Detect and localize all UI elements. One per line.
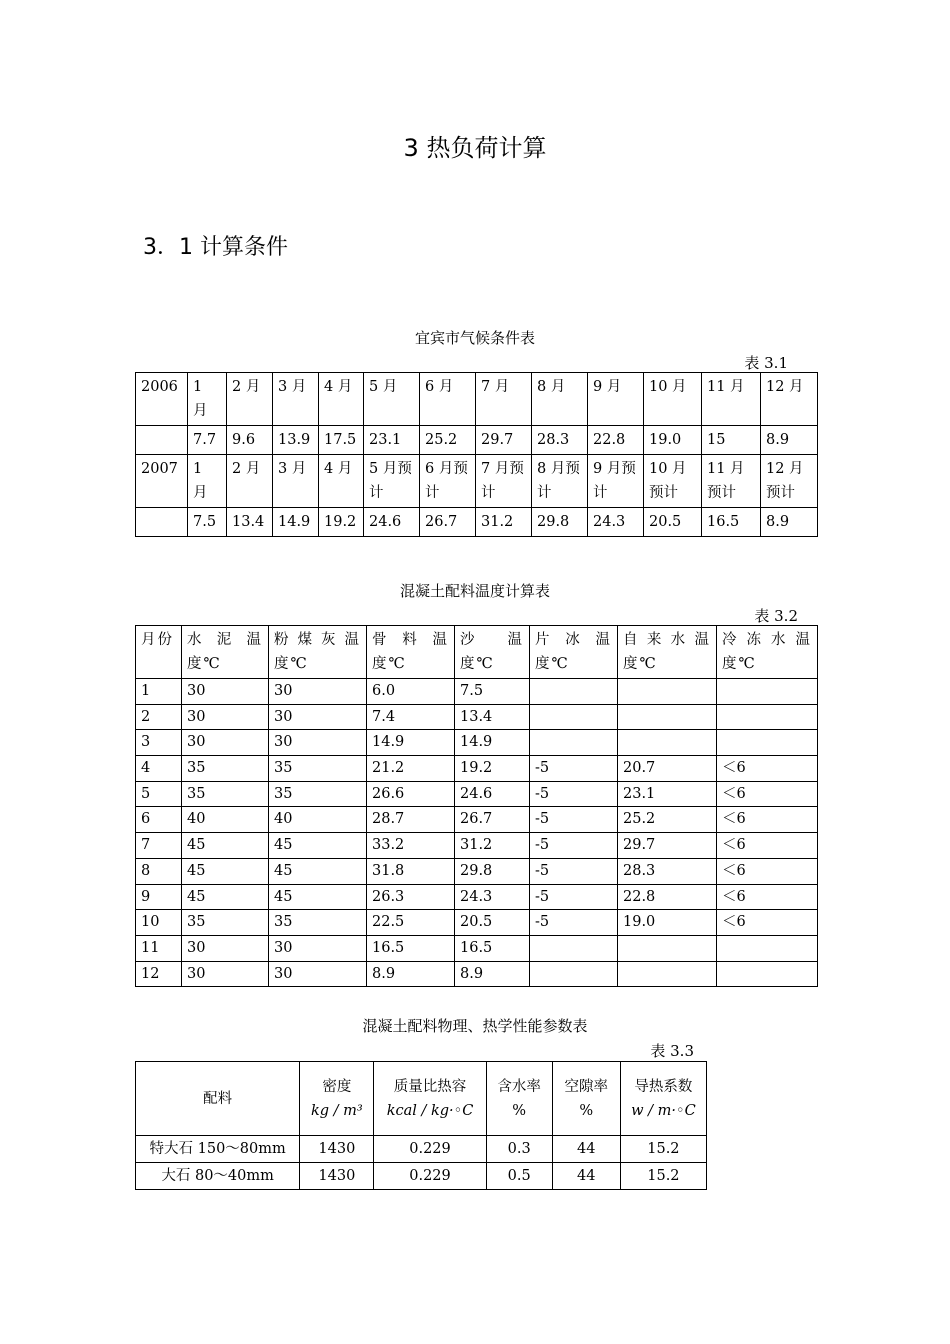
table-cell: 7.4 [367,704,455,730]
table-cell: -5 [530,833,618,859]
table-cell: 7.5 [455,679,530,705]
table-cell: 5 月 [364,373,420,426]
table-cell [530,704,618,730]
table-cell: ＜6 [717,833,818,859]
table-cell: 13.4 [455,704,530,730]
table-cell: 6.0 [367,679,455,705]
table-cell [717,704,818,730]
column-header: 粉煤灰温度℃ [269,626,367,679]
table-cell [530,935,618,961]
material-properties-table [135,1061,707,1190]
section-title: 3．1 计算条件 [143,235,288,260]
table-cell: 19.0 [618,910,717,936]
table-cell: 35 [182,781,269,807]
table-row [136,1163,707,1190]
table-row [136,704,818,730]
table-cell: 14.9 [273,508,319,537]
table-cell: 1 [136,679,182,705]
header-label: 导热系数 [634,1078,693,1095]
table-cell [717,679,818,705]
table-cell: 35 [269,910,367,936]
table-cell: 0.3 [486,1136,552,1163]
table-cell: 8 月预计 [532,455,588,508]
column-header [552,1062,620,1136]
column-header: 水泥温度℃ [182,626,269,679]
table-cell: 12 [136,961,182,987]
table-cell: 26.6 [367,781,455,807]
header-unit: w / m·◦C [631,1102,696,1119]
table-cell: 9 月预计 [588,455,644,508]
column-header [136,1062,300,1136]
table-cell: 22.8 [618,884,717,910]
table-cell: 3 月 [273,455,319,508]
column-header: 自来水温度℃ [618,626,717,679]
table-cell: 40 [269,807,367,833]
table-cell [717,730,818,756]
column-header [486,1062,552,1136]
table-cell: 28.7 [367,807,455,833]
table-cell: 9.6 [227,426,273,455]
table-cell: 20.5 [644,508,702,537]
table-cell: 15 [702,426,761,455]
table-cell: 30 [182,961,269,987]
table-cell: 6 [136,807,182,833]
table-cell: 35 [182,910,269,936]
table-cell: -5 [530,858,618,884]
table-cell: 22.5 [367,910,455,936]
table-cell: 44 [552,1163,620,1190]
table-cell: 30 [269,679,367,705]
table-cell: 29.8 [455,858,530,884]
table-cell: 3 [136,730,182,756]
table-cell: 9 月 [588,373,644,426]
table3-number: 表 3.3 [650,1042,694,1060]
table-cell: 24.3 [588,508,644,537]
table-cell: ＜6 [717,910,818,936]
header-label: 质量比热容 [393,1078,467,1095]
table-cell: 15.2 [620,1163,706,1190]
table-cell [618,679,717,705]
table-cell: 0.229 [374,1163,486,1190]
table-cell [618,730,717,756]
table-cell: 6 月 [420,373,476,426]
table-cell: 30 [182,704,269,730]
table-cell: 35 [182,756,269,782]
table-cell: -5 [530,884,618,910]
table-cell: ＜6 [717,858,818,884]
table-cell: 7 [136,833,182,859]
table-row [136,807,818,833]
table-cell: 16.5 [367,935,455,961]
column-header: 冷冻水温度℃ [717,626,818,679]
table-cell: 22.8 [588,426,644,455]
header-label: 含水率 [497,1078,541,1095]
table3-caption: 混凝土配料物理、热学性能参数表 [362,1017,588,1035]
table-cell: 31.8 [367,858,455,884]
table-header-row [136,1062,707,1136]
table-cell: 28.3 [532,426,588,455]
table-cell: 7.5 [188,508,227,537]
table-cell: 40 [182,807,269,833]
table1-number: 表 3.1 [744,354,788,372]
table-cell: 16.5 [702,508,761,537]
table-cell: 大石 80～40mm [136,1163,300,1190]
table-cell: 9 [136,884,182,910]
column-header [300,1062,374,1136]
table-cell: 30 [269,935,367,961]
table-cell: ＜6 [717,756,818,782]
table-cell: 25.2 [420,426,476,455]
table-cell: 26.3 [367,884,455,910]
table-cell: 4 [136,756,182,782]
table-cell: 7 月预计 [476,455,532,508]
table-cell: 30 [182,935,269,961]
table-cell: 23.1 [618,781,717,807]
table-cell: 30 [269,704,367,730]
table-cell: 7.7 [188,426,227,455]
header-unit: % [579,1102,594,1119]
table-cell: ＜6 [717,807,818,833]
table-cell: 30 [182,730,269,756]
table-row [136,935,818,961]
table-cell: 6 月预计 [420,455,476,508]
table-row [136,455,818,508]
table-cell: 1 月 [188,373,227,426]
table-cell: 11 月 [702,373,761,426]
table-cell: 12 月预计 [761,455,818,508]
table-cell: 2006 [136,373,188,426]
table-cell: 29.7 [618,833,717,859]
table-cell: 35 [269,781,367,807]
column-header [620,1062,706,1136]
table-row [136,679,818,705]
table-cell: ＜6 [717,884,818,910]
table-cell: 2007 [136,455,188,508]
column-header [374,1062,486,1136]
table-cell: 8.9 [761,508,818,537]
table-row [136,426,818,455]
table-cell: 8.9 [455,961,530,987]
table-cell: 4 月 [319,373,364,426]
table-cell: 13.9 [273,426,319,455]
table-cell: 29.7 [476,426,532,455]
table-cell: 11 [136,935,182,961]
table-cell: 8.9 [761,426,818,455]
table-cell: 2 月 [227,373,273,426]
table-cell: 30 [269,961,367,987]
table-cell: 45 [182,858,269,884]
mix-temperature-table [135,625,818,987]
table-cell [717,961,818,987]
table-cell: 10 [136,910,182,936]
table-cell: 13.4 [227,508,273,537]
column-header: 骨料温度℃ [367,626,455,679]
table-cell [530,961,618,987]
table-row [136,910,818,936]
header-label: 配料 [203,1090,233,1107]
table-row [136,508,818,537]
column-header: 片冰温度℃ [530,626,618,679]
table-cell [618,704,717,730]
table-cell: 19.2 [319,508,364,537]
table-cell: -5 [530,756,618,782]
table-row [136,884,818,910]
table1-caption: 宜宾市气候条件表 [414,329,535,347]
column-header: 月份 [136,626,182,679]
table-cell: 1 月 [188,455,227,508]
table-cell: 14.9 [367,730,455,756]
table-cell: 10 月预计 [644,455,702,508]
table-cell: 19.0 [644,426,702,455]
table-cell: 20.5 [455,910,530,936]
table-cell: -5 [530,910,618,936]
climate-table [135,372,818,537]
table-cell: 1430 [300,1163,374,1190]
table-cell: 11 月预计 [702,455,761,508]
table-cell [136,426,188,455]
table-cell: 45 [269,833,367,859]
table-cell: 2 [136,704,182,730]
table2-caption: 混凝土配料温度计算表 [399,582,550,600]
table-cell: 21.2 [367,756,455,782]
table-cell: 31.2 [476,508,532,537]
table-cell [530,730,618,756]
table-cell: 8.9 [367,961,455,987]
table-row [136,781,818,807]
table-cell [717,935,818,961]
table-cell: 33.2 [367,833,455,859]
table-cell: -5 [530,807,618,833]
table-cell: 24.6 [364,508,420,537]
header-unit: % [512,1102,527,1119]
table-cell: 12 月 [761,373,818,426]
table-cell: 35 [269,756,367,782]
table-cell: 5 [136,781,182,807]
table-cell: 16.5 [455,935,530,961]
table-cell: 14.9 [455,730,530,756]
table-cell: 8 [136,858,182,884]
chapter-title: 3 热负荷计算 [403,134,547,162]
table-cell [530,679,618,705]
table-cell: 20.7 [618,756,717,782]
column-header: 沙温度℃ [455,626,530,679]
table-row [136,373,818,426]
table-cell: 0.229 [374,1136,486,1163]
table-cell [618,961,717,987]
table-cell: -5 [530,781,618,807]
table-row [136,730,818,756]
table-cell: ＜6 [717,781,818,807]
table-row [136,858,818,884]
table-cell: 5 月预计 [364,455,420,508]
table-row [136,756,818,782]
table-cell [618,935,717,961]
table-cell: 26.7 [420,508,476,537]
table-cell: 19.2 [455,756,530,782]
table-cell: 2 月 [227,455,273,508]
table-cell: 45 [269,884,367,910]
table-cell: 30 [269,730,367,756]
table-cell: 25.2 [618,807,717,833]
table-row [136,833,818,859]
table-cell: 45 [182,833,269,859]
header-unit: kg / m³ [310,1102,363,1119]
table-cell: 8 月 [532,373,588,426]
table-row [136,1136,707,1163]
table-cell: 44 [552,1136,620,1163]
header-label: 密度 [322,1078,352,1095]
table-cell: 10 月 [644,373,702,426]
table-cell: 0.5 [486,1163,552,1190]
table-cell: 17.5 [319,426,364,455]
table-row [136,961,818,987]
header-unit: kcal / kg·◦C [386,1102,474,1119]
table-cell: 28.3 [618,858,717,884]
table2-number: 表 3.2 [754,607,798,625]
header-label: 空隙率 [564,1078,608,1095]
table-cell: 特大石 150～80mm [136,1136,300,1163]
table-cell: 45 [269,858,367,884]
table-cell: 7 月 [476,373,532,426]
table-cell: 30 [182,679,269,705]
table-header-row [136,626,818,679]
table-cell: 15.2 [620,1136,706,1163]
table-cell: 26.7 [455,807,530,833]
table-cell: 23.1 [364,426,420,455]
table-cell: 3 月 [273,373,319,426]
table-cell: 1430 [300,1136,374,1163]
table-cell: 31.2 [455,833,530,859]
table-cell: 24.6 [455,781,530,807]
table-cell: 24.3 [455,884,530,910]
table-cell [136,508,188,537]
table-cell: 29.8 [532,508,588,537]
table-cell: 45 [182,884,269,910]
table-cell: 4 月 [319,455,364,508]
